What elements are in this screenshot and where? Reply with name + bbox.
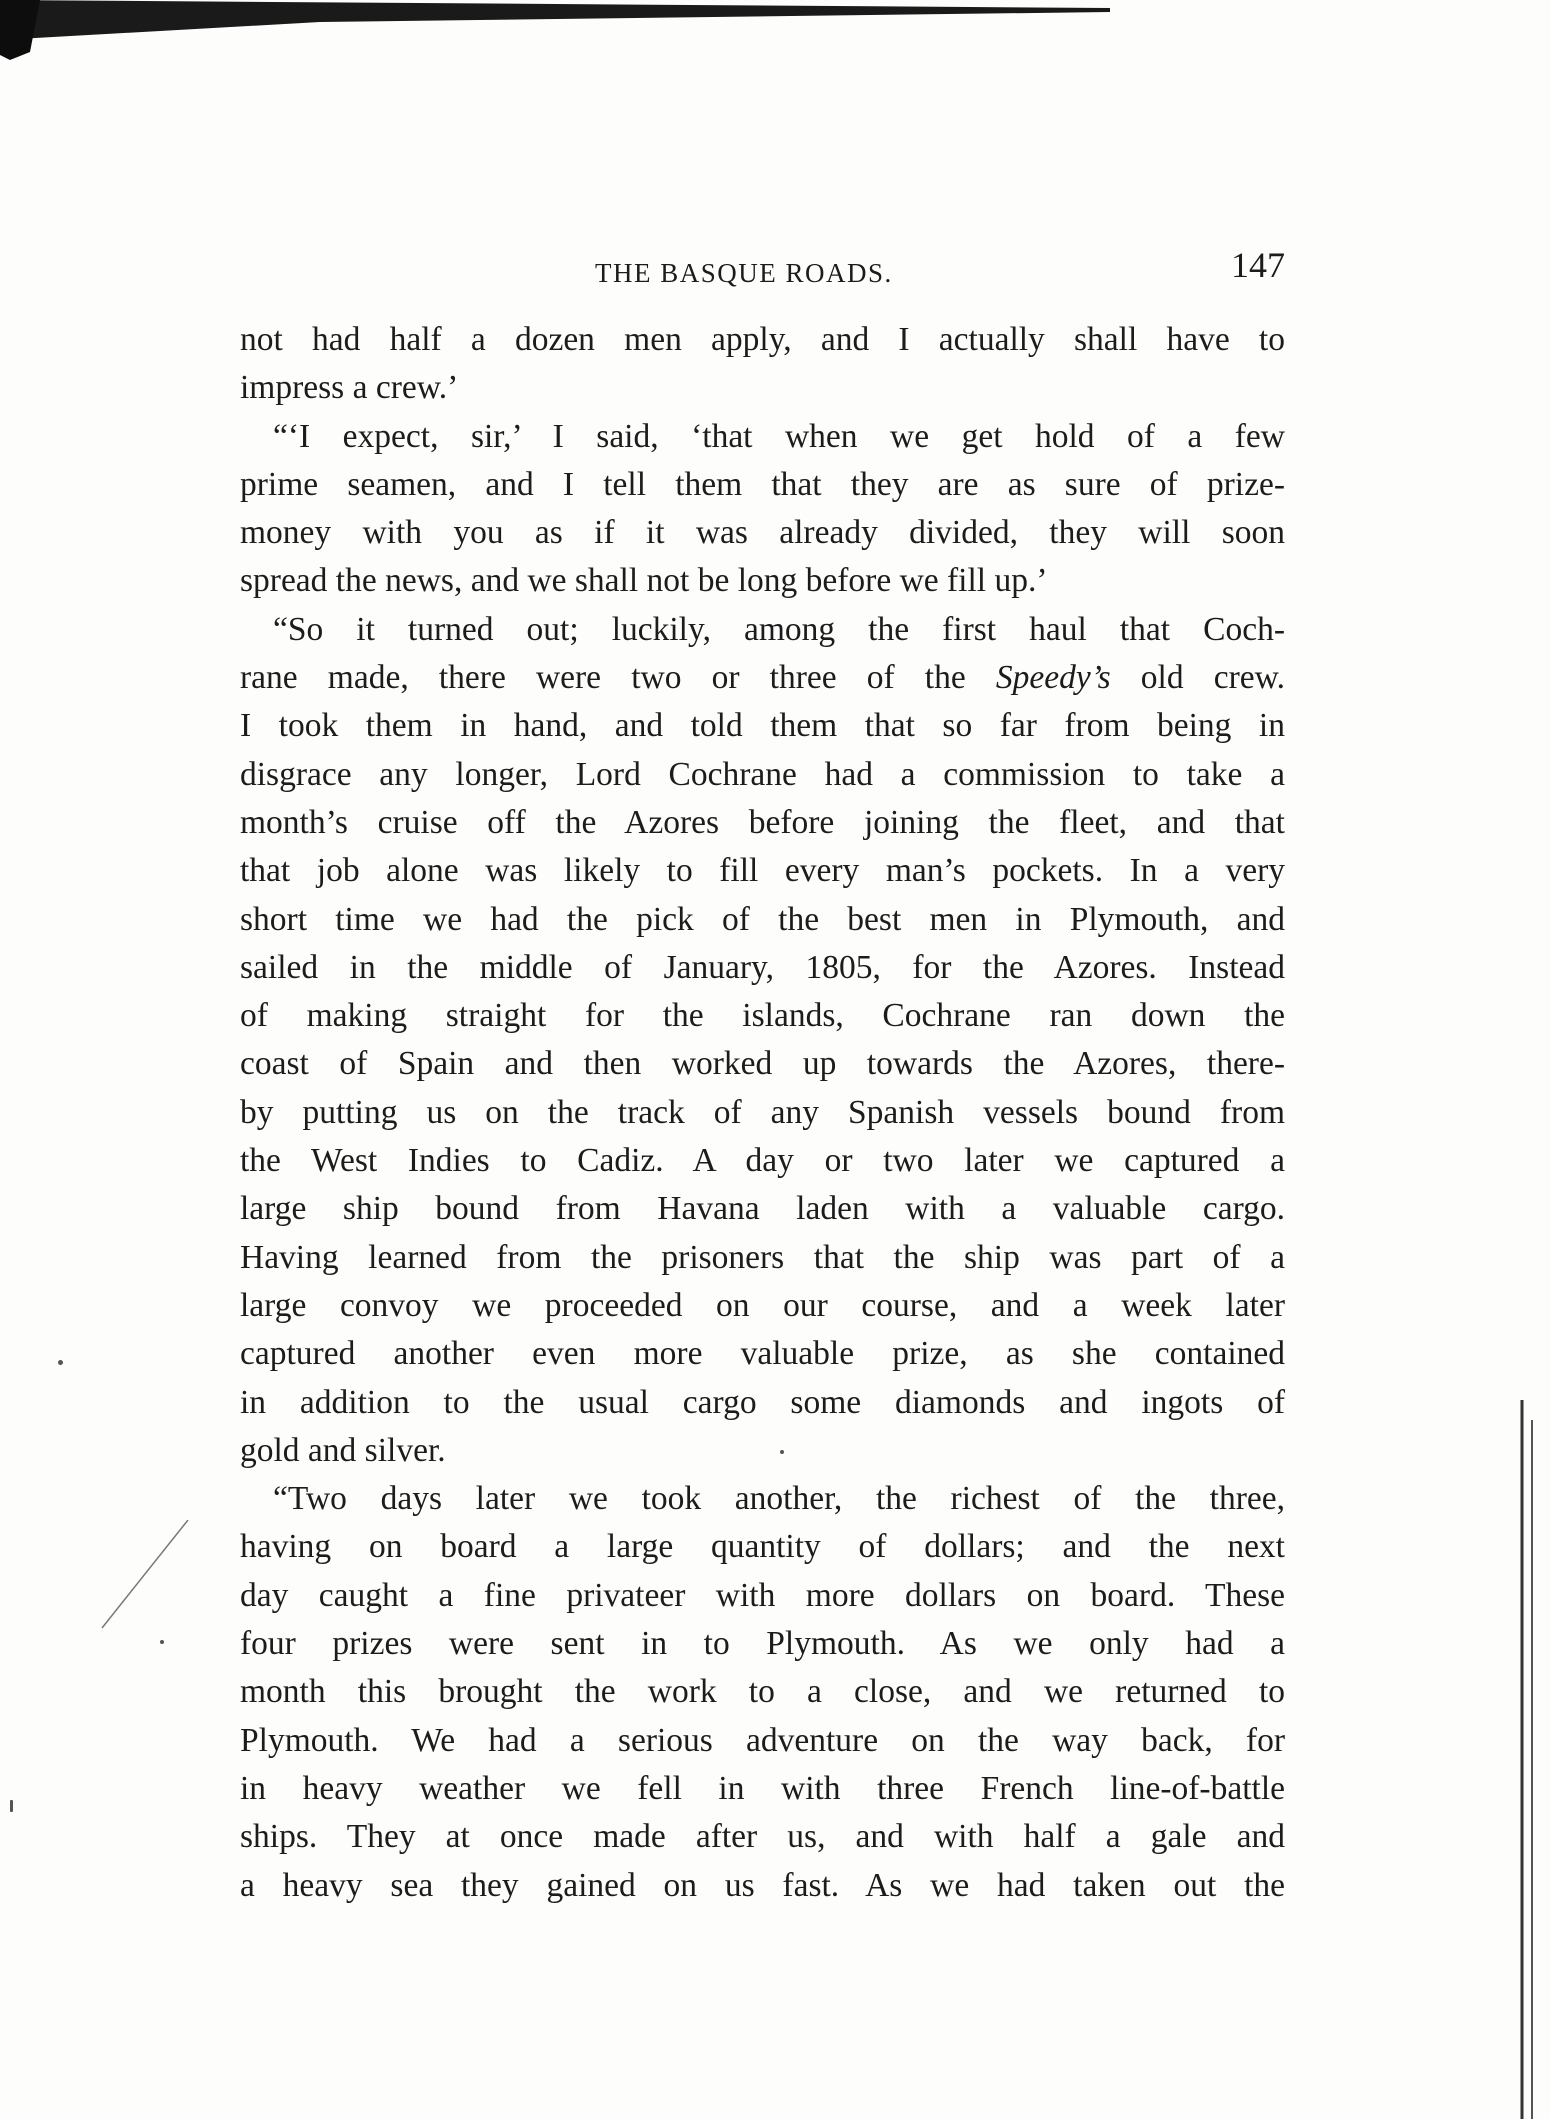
text-line: gold and silver. (240, 1431, 446, 1469)
text-line: impress a crew.’ (240, 369, 459, 407)
text-line: the West Indies to Cadiz. A day or two later we captured a (240, 1142, 1285, 1180)
text-line: I took them in hand, and told them that so far from being in (240, 707, 1285, 745)
paragraph (240, 1475, 1285, 1910)
text-line: having on board a large quantity of dollars; and the next (240, 1528, 1285, 1566)
text-line: in heavy weather we fell in with three French line-of-battle (240, 1769, 1285, 1807)
text-line: coast of Spain and then worked up towards the Azores, there- (240, 1045, 1285, 1083)
scan-edge-shadow-top (0, 0, 1110, 60)
text-line: large ship bound from Havana laden with a valuable cargo. (240, 1190, 1285, 1228)
scan-stroke (100, 1520, 190, 1630)
text-line: ships. They at once made after us, and with half a gale and (240, 1818, 1285, 1856)
text-line: Having learned from the prisoners that the ship was part of a (240, 1238, 1285, 1276)
text-line: of making straight for the islands, Cochrane ran down the (240, 997, 1285, 1035)
text-line: spread the news, and we shall not be long before we fill up.’ (240, 562, 1048, 600)
text-line: sailed in the middle of January, 1805, for the Azores. Instead (240, 948, 1285, 986)
text-line: “Two days later we took another, the richest of the three, (273, 1480, 1285, 1518)
text-line: “‘I expect, sir,’ I said, ‘that when we get hold of a few (273, 417, 1285, 455)
text-line: not had half a dozen men apply, and I actually shall have to (240, 321, 1285, 358)
scan-speck (10, 1800, 13, 1812)
text-line: prime seamen, and I tell them that they are as sure of prize- (240, 465, 1285, 503)
text-line: money with you as if it was already divided, they will soon (240, 514, 1285, 552)
text-line: in addition to the usual cargo some diamonds and ingots of (240, 1383, 1285, 1421)
text-line: disgrace any longer, Lord Cochrane had a commission to take a (240, 755, 1285, 793)
text-line: four prizes were sent in to Plymouth. As we only had a (240, 1625, 1285, 1663)
text-line: “So it turned out; luckily, among the first haul that Coch- (273, 610, 1285, 648)
text-line: day caught a fine privateer with more dollars on board. These (240, 1576, 1285, 1614)
paragraph (240, 316, 1285, 413)
text-line: by putting us on the track of any Spanish vessels bound from (240, 1093, 1285, 1131)
text-line: rane made, there were two or three of the Speedy’s old crew. (240, 659, 1285, 697)
text-line: large convoy we proceeded on our course, and a week later (240, 1286, 1285, 1324)
text-line: Plymouth. We had a serious adventure on the way back, for (240, 1721, 1285, 1759)
scan-speck (160, 1640, 164, 1644)
page-header (240, 240, 1285, 300)
page-number: 147 (1231, 245, 1285, 285)
text-line: captured another even more valuable prize, as she contained (240, 1335, 1285, 1373)
paragraph (240, 606, 1285, 1475)
body-text (240, 316, 1285, 1910)
scan-edge-shadow-right (1510, 1400, 1550, 2119)
paragraph (240, 413, 1285, 606)
running-title: THE BASQUE ROADS. (595, 258, 893, 288)
text-line: short time we had the pick of the best men in Plymouth, and (240, 900, 1285, 938)
scan-speck (780, 1450, 784, 1454)
text-line: that job alone was likely to fill every man’s pockets. In a very (240, 852, 1285, 890)
scan-speck (58, 1360, 63, 1365)
text-line: month’s cruise off the Azores before joining the fleet, and that (240, 803, 1285, 841)
text-line: a heavy sea they gained on us fast. As we had taken out the (240, 1866, 1285, 1904)
ship-name: Speedy’s (995, 659, 1111, 697)
text-line: month this brought the work to a close, and we returned to (240, 1673, 1285, 1711)
